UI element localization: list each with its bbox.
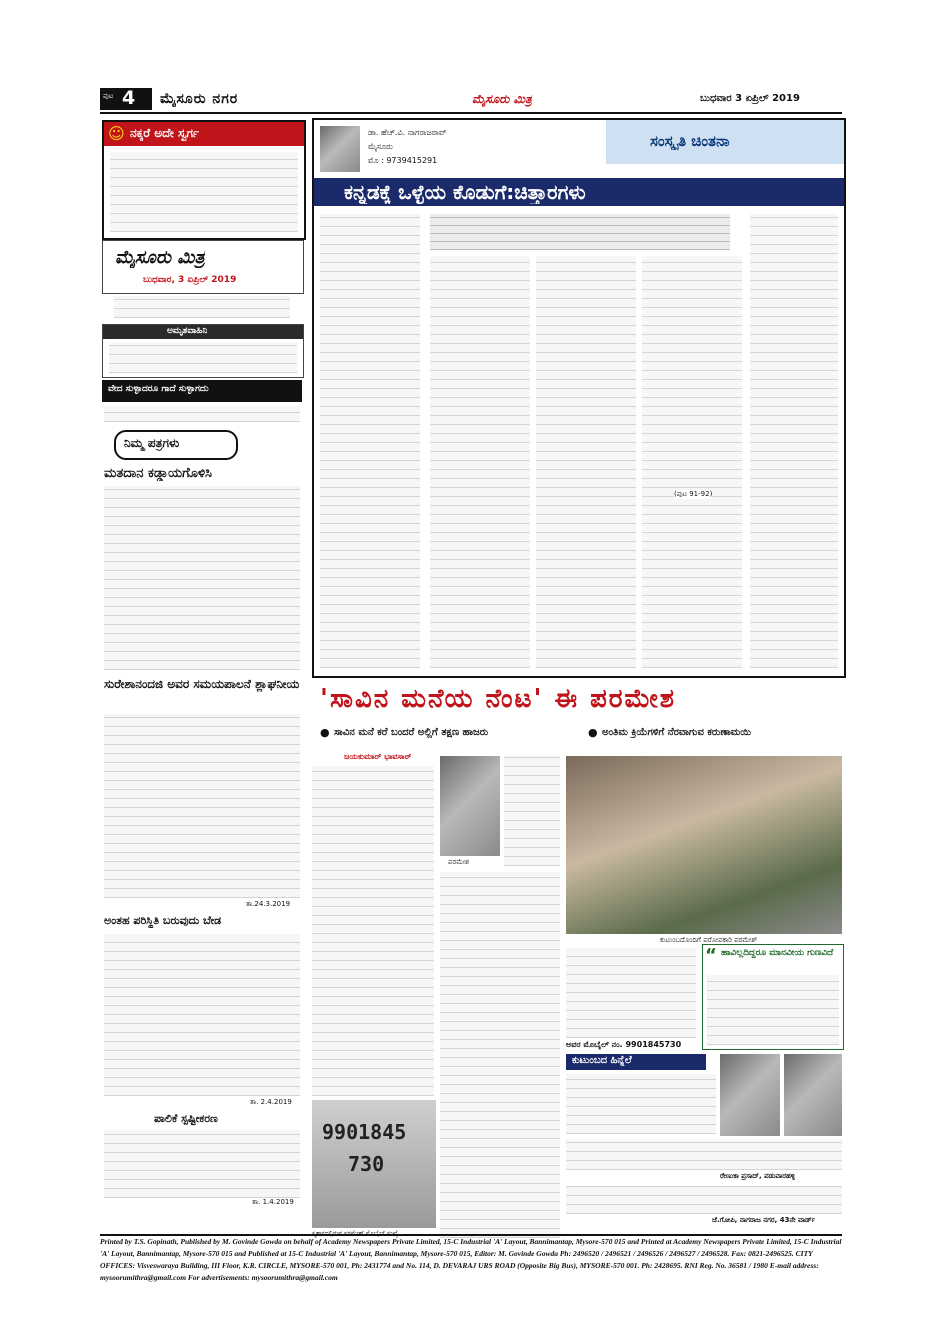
page-number: 4 <box>122 88 136 109</box>
culture-headline: ಕನ್ನಡಕ್ಕೆ ಒಳ್ಳೆಯ ಕೊಡುಗೆ:ಚಿತ್ತಾರಗಳು <box>344 180 586 204</box>
sign-number-2: 730 <box>348 1152 385 1176</box>
letters-logo <box>114 430 238 460</box>
column-name: ಸಂಸ್ಕೃತಿ ಚಿಂತನಾ <box>650 132 730 150</box>
tribute-text-2 <box>566 1186 842 1214</box>
proverb-title: ವೇದ ಸುಳ್ಳಾದರೂ ಗಾದೆ ಸುಳ್ಳಾಗದು <box>108 384 209 394</box>
quote-heading-bar <box>103 325 303 339</box>
column-name-box <box>606 120 844 164</box>
section-name: ಮೈಸೂರು ನಗರ <box>160 91 239 107</box>
letters-logo-text: ನಿಮ್ಮ ಪತ್ರಗಳು <box>124 436 180 450</box>
main-subheads <box>312 726 842 742</box>
subhead-2: ಅಂತಿಮ ಕ್ರಿಯೆಗಳಿಗೆ ನೆರವಾಗುವ ಕರುಣಾಮಯಿ <box>602 727 751 738</box>
culture-verse-ref: (ಪುಟ 91-92) <box>674 490 713 498</box>
culture-column <box>312 118 846 678</box>
letter-body-voting <box>104 486 300 670</box>
letter-body-corporation <box>104 1130 300 1198</box>
letter-title-voting: ಮತದಾನ ಕಡ್ಡಾಯಗೊಳಿಸಿ <box>104 466 212 481</box>
main-headline: 'ಸಾವಿನ ಮನೆಯ ನೆಂಟ' ಈ ಪರಮೇಶ <box>320 684 677 714</box>
page-label: ಪುಟ <box>103 92 114 100</box>
humanity-text <box>707 975 839 1045</box>
elder-photo <box>720 1054 780 1136</box>
tribute-credit-2: ಜೆ.ಗೋಪಿ, ನಾಗರಾಜ ನಗರ, 43ನೇ ವಾರ್ಡ್ <box>712 1216 816 1224</box>
letter-date-situation: ತಾ. 2.4.2019 <box>250 1098 292 1106</box>
author-name: ಡಾ. ಹೆಚ್.ವಿ. ನಾಗರಾಜರಾವ್ <box>368 128 447 137</box>
letter-date-punctuality: ತಾ.24.3.2019 <box>246 900 291 908</box>
culture-text-col3 <box>536 256 636 668</box>
culture-headline-bar <box>314 178 844 206</box>
main-text-col2-top <box>504 756 560 866</box>
family-photo <box>566 756 842 934</box>
quote-box <box>102 324 304 378</box>
culture-header <box>314 120 844 176</box>
family-heading: ಕುಟುಂಬದ ಹಿನ್ನೆಲೆ <box>572 1055 632 1066</box>
culture-blurb <box>430 214 730 250</box>
proverb-strip <box>102 380 302 402</box>
family-heading-bar <box>566 1054 706 1070</box>
masthead-editor-lines <box>114 296 290 318</box>
letter-title-situation: ಅಂತಹ ಪರಿಸ್ಥಿತಿ ಬರುವುದು ಬೇಡ <box>104 914 222 927</box>
subhead-1: ಸಾವಿನ ಮನೆ ಕರೆ ಬಂದರೆ ಅಲ್ಲಿಗೆ ತಕ್ಷಣ ಹಾಜರು <box>334 727 489 738</box>
phone-sign-caption: ಸ್ಮಶಾನದಲ್ಲಿರುವ ಪರಮೇಶ್ ಮೊಬೈಲ್ ಸಂಖ್ಯೆ <box>312 1230 399 1237</box>
page-header <box>100 88 842 114</box>
phone-sign-photo <box>312 1100 436 1228</box>
culture-text-col5 <box>750 214 838 668</box>
main-headline-box <box>312 682 842 722</box>
humor-title: ನಕ್ಕರೆ ಅದೇ ಸ್ವರ್ಗ <box>130 126 200 140</box>
header-date: ಬುಧವಾರ 3 ಏಪ್ರಿಲ್ 2019 <box>700 93 800 104</box>
humor-box <box>102 120 306 240</box>
humor-title-bar <box>104 122 304 146</box>
family-photo-caption: ಕುಟುಂಬದೊಂದಿಗೆ ಪರೋಪಕಾರಿ ಪರಮೇಶ್ <box>660 936 758 944</box>
laughing-face-icon: ☺ <box>108 124 125 143</box>
subhead-bullet-2: ● <box>588 726 598 739</box>
culture-text-col2 <box>430 256 530 668</box>
masthead-title: ಮೈಸೂರು ಮಿತ್ರ <box>115 247 205 268</box>
humanity-box <box>702 944 844 1050</box>
sign-number-1: 9901845 <box>322 1120 407 1144</box>
masthead-box <box>102 240 304 294</box>
culture-text-col4 <box>642 256 742 668</box>
main-text-col2 <box>440 872 560 1238</box>
letter-body-punctuality <box>104 714 300 898</box>
newspaper-page <box>100 88 842 1250</box>
quote-heading: ಅಮೃತವಾಹಿನಿ <box>167 326 208 336</box>
paramesh-photo-caption: ಪರಮೇಶ <box>448 858 469 866</box>
letter-body-situation <box>104 934 300 1096</box>
proverb-text <box>104 406 300 422</box>
author-place: ಮೈಸೂರು <box>368 142 393 151</box>
header-paper-name: ಮೈಸೂರು ಮಿತ್ರ <box>472 92 532 106</box>
page-number-badge <box>100 88 152 110</box>
contact-line: ಅವರ ಮೊಬೈಲ್ ನಂ. 9901845730 <box>566 1040 682 1049</box>
letter-title-punctuality: ಸುರೇಶಾನಂದಜಿ ಅವರ ಸಮಯಪಾಲನೆ ಶ್ಲಾಘನೀಯ <box>104 677 300 691</box>
tribute-credit-1: ರೇಣುಕಾ ಪ್ರಸಾದ್, ಪಡುವಾರಹಳ್ಳಿ <box>720 1172 796 1180</box>
quote-text <box>109 343 297 373</box>
humanity-heading: ಹಾವಿಲ್ಲದಿದ್ದರೂ ಮಾನವೀಯ ಗುಣವಿದೆ <box>721 948 834 958</box>
masthead-date: ಬುಧವಾರ, 3 ಏಪ್ರಿಲ್ 2019 <box>143 275 237 285</box>
family-text <box>566 1074 716 1134</box>
elder-photo-2 <box>784 1054 842 1136</box>
imprint-text: Printed by T.S. Gopinath, Published by M. Govinde Gowda on behalf of Academy Newspapers Private Limited, 15-C Industrial 'A' Layout, Bannimantap, Mysore-570 015 and Printed at Academy Newspapers Private Limited, 15-C Industrial 'A' Layout, Bannimantap, Mysore-570 015 and Published at 15-C Industrial 'A' Layout, Bannimantap, Mysore-570 015, Editor: M. Govinde Gowda Ph: 2496520 / 2496521 / 2496526 / 2496527 / 2496528. Fax: 0821-2496525. CITY OFFICES: Visveswaraya Building, III Floor, K.R. CIRCLE, MYSORE-570 001, Ph: 2431774 and No. 114, D. DEVARAJ URS ROAD (Opposite Big Bus), MYSORE-570 001. Ph: 2428695. RNI Reg. No. 36581 / 1980 E-mail address: mysoorumithra@gmail.com For advertisements: mysoorumithra@gmail.com <box>100 1237 842 1282</box>
letter-title-corporation: ಪಾಲಿಕೆ ಸ್ಪಷ್ಟೀಕರಣ <box>154 1112 218 1125</box>
humor-text <box>110 152 298 232</box>
tribute-text-1 <box>566 1140 842 1170</box>
letter-date-corporation: ತಾ. 1.4.2019 <box>252 1198 294 1206</box>
quote-mark-icon: “ <box>705 945 717 966</box>
subhead-bullet-1: ● <box>320 726 330 739</box>
author-photo <box>320 126 360 172</box>
paramesh-photo <box>440 756 500 856</box>
author-phone: ಮೊ : 9739415291 <box>368 156 438 165</box>
main-text-col3 <box>566 948 696 1038</box>
main-text-col1 <box>312 766 434 1096</box>
main-byline: ಜಯಕುಮಾರ್ ಭಾವಸಾರ್ <box>344 752 412 761</box>
culture-text-col1 <box>320 214 420 668</box>
